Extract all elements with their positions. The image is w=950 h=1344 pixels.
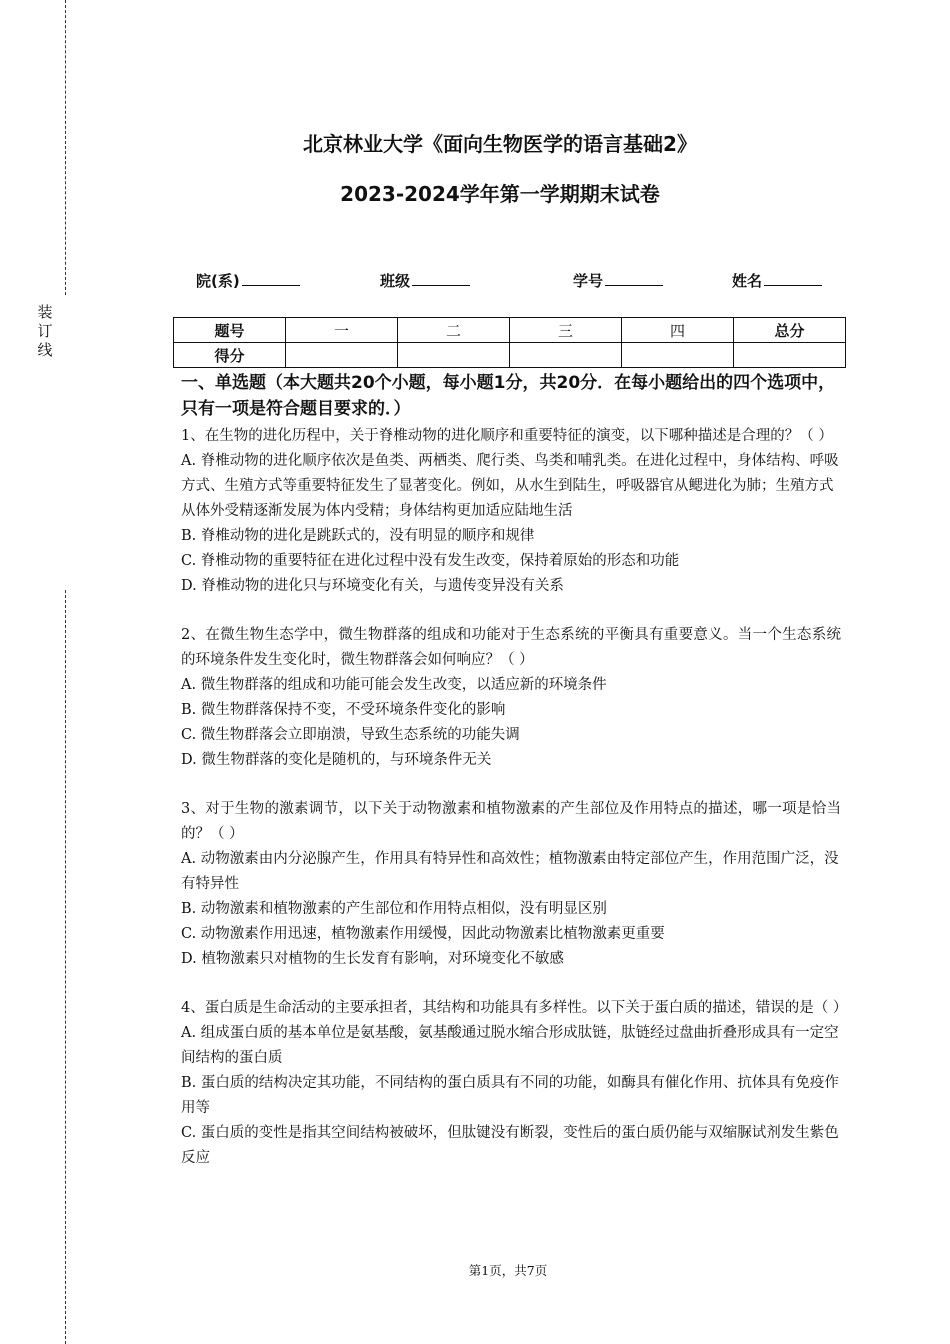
student-id-field[interactable] bbox=[573, 270, 663, 291]
binding-label: 装 订 线 bbox=[37, 303, 53, 359]
option-c: C. 蛋白质的变性是指其空间结构被破坏，但肽键没有断裂，变性后的蛋白质仍能与双缩脲试剂发生紫色反应 bbox=[181, 1125, 839, 1166]
option-b: B. 蛋白质的结构决定其功能，不同结构的蛋白质具有不同的功能，如酶具有催化作用、抗体具有免疫作用等 bbox=[181, 1075, 839, 1116]
exam-content bbox=[181, 370, 848, 1195]
class-field[interactable] bbox=[380, 270, 470, 291]
question-3 bbox=[181, 797, 841, 972]
option-b: B. 脊椎动物的进化是跳跃式的，没有明显的顺序和规律 bbox=[181, 528, 535, 544]
option-d: D. 植物激素只对植物的生长发育有影响，对环境变化不敏感 bbox=[181, 951, 564, 967]
department-field[interactable] bbox=[196, 270, 300, 291]
option-d: D. 脊椎动物的进化只与环境变化有关，与遗传变异没有关系 bbox=[181, 578, 564, 594]
exam-title-line1: 北京林业大学《面向生物医学的语言基础2》 bbox=[303, 132, 697, 156]
score-table bbox=[173, 317, 846, 368]
question-stem: 2、在微生物生态学中，微生物群落的组成和功能对于生态系统的平衡具有重要意义。当一个生态系统的环境条件发生变化时，微生物群落会如何响应？（ ） bbox=[181, 627, 841, 668]
question-2 bbox=[181, 623, 841, 773]
cell-score-1[interactable] bbox=[286, 343, 398, 368]
option-b: B. 微生物群落保持不变，不受环境条件变化的影响 bbox=[181, 702, 506, 718]
cell-score-label: 得分 bbox=[174, 343, 286, 368]
cell-score-4[interactable] bbox=[622, 343, 734, 368]
name-blank[interactable] bbox=[764, 270, 822, 286]
department-label: 院(系) bbox=[196, 272, 240, 290]
binding-line-bottom bbox=[65, 590, 66, 1344]
student-info-row bbox=[0, 270, 950, 292]
option-a: A. 脊椎动物的进化顺序依次是鱼类、两栖类、爬行类、鸟类和哺乳类。在进化过程中，身体结构、呼吸方式、生殖方式等重要特征发生了显著变化。例如，从水生到陆生，呼吸器官从鳃进化为肺；生殖方式从体外受精逐渐发展为体内受精；身体结构更加适应陆地生活 bbox=[181, 453, 839, 519]
name-label: 姓名 bbox=[732, 272, 763, 290]
option-a: A. 组成蛋白质的基本单位是氨基酸，氨基酸通过脱水缩合形成肽链，肽链经过盘曲折叠形成具有一定空间结构的蛋白质 bbox=[181, 1025, 839, 1066]
name-field[interactable] bbox=[732, 270, 822, 291]
section1-title: 一、单选题（本大题共20个小题，每小题1分，共20分．在每小题给出的四个选项中，只有一项是符合题目要求的．） bbox=[181, 373, 836, 419]
option-d: D. 微生物群落的变化是随机的，与环境条件无关 bbox=[181, 752, 492, 768]
exam-title-line2: 2023-2024学年第一学期期末试卷 bbox=[340, 182, 660, 206]
cell-score-2[interactable] bbox=[398, 343, 510, 368]
cell-section-2: 二 bbox=[398, 318, 510, 343]
question-stem: 3、对于生物的激素调节，以下关于动物激素和植物激素的产生部位及作用特点的描述，哪一项是恰当的？（ ） bbox=[181, 801, 841, 842]
option-a: A. 微生物群落的组成和功能可能会发生改变，以适应新的环境条件 bbox=[181, 677, 607, 693]
student-id-label: 学号 bbox=[573, 272, 604, 290]
page-footer: 第1页，共7页 bbox=[468, 1263, 548, 1278]
question-stem: 4、蛋白质是生命活动的主要承担者，其结构和功能具有多样性。以下关于蛋白质的描述，错误的是（ ） bbox=[181, 1000, 848, 1016]
option-b: B. 动物激素和植物激素的产生部位和作用特点相似，没有明显区别 bbox=[181, 901, 607, 917]
class-blank[interactable] bbox=[412, 270, 470, 286]
question-stem: 1、在生物的进化历程中，关于脊椎动物的进化顺序和重要特征的演变，以下哪种描述是合理的？（ ） bbox=[181, 428, 833, 444]
option-c: C. 动物激素作用迅速，植物激素作用缓慢，因此动物激素比植物激素更重要 bbox=[181, 926, 665, 942]
option-c: C. 微生物群落会立即崩溃，导致生态系统的功能失调 bbox=[181, 727, 520, 743]
question-1 bbox=[181, 424, 841, 599]
option-c: C. 脊椎动物的重要特征在进化过程中没有发生改变，保持着原始的形态和功能 bbox=[181, 553, 680, 569]
score-table-score-row bbox=[174, 343, 846, 368]
option-a: A. 动物激素由内分泌腺产生，作用具有特异性和高效性；植物激素由特定部位产生，作用范围广泛，没有特异性 bbox=[181, 851, 839, 892]
cell-score-3[interactable] bbox=[510, 343, 622, 368]
cell-section-3: 三 bbox=[510, 318, 622, 343]
department-blank[interactable] bbox=[242, 270, 300, 286]
score-table-header-row bbox=[174, 318, 846, 343]
class-label: 班级 bbox=[380, 272, 411, 290]
question-4 bbox=[181, 996, 848, 1171]
student-id-blank[interactable] bbox=[605, 270, 663, 286]
cell-score-total[interactable] bbox=[734, 343, 846, 368]
cell-section-1: 一 bbox=[286, 318, 398, 343]
cell-section-4: 四 bbox=[622, 318, 734, 343]
cell-total-label: 总分 bbox=[734, 318, 846, 343]
cell-question-number-label: 题号 bbox=[174, 318, 286, 343]
